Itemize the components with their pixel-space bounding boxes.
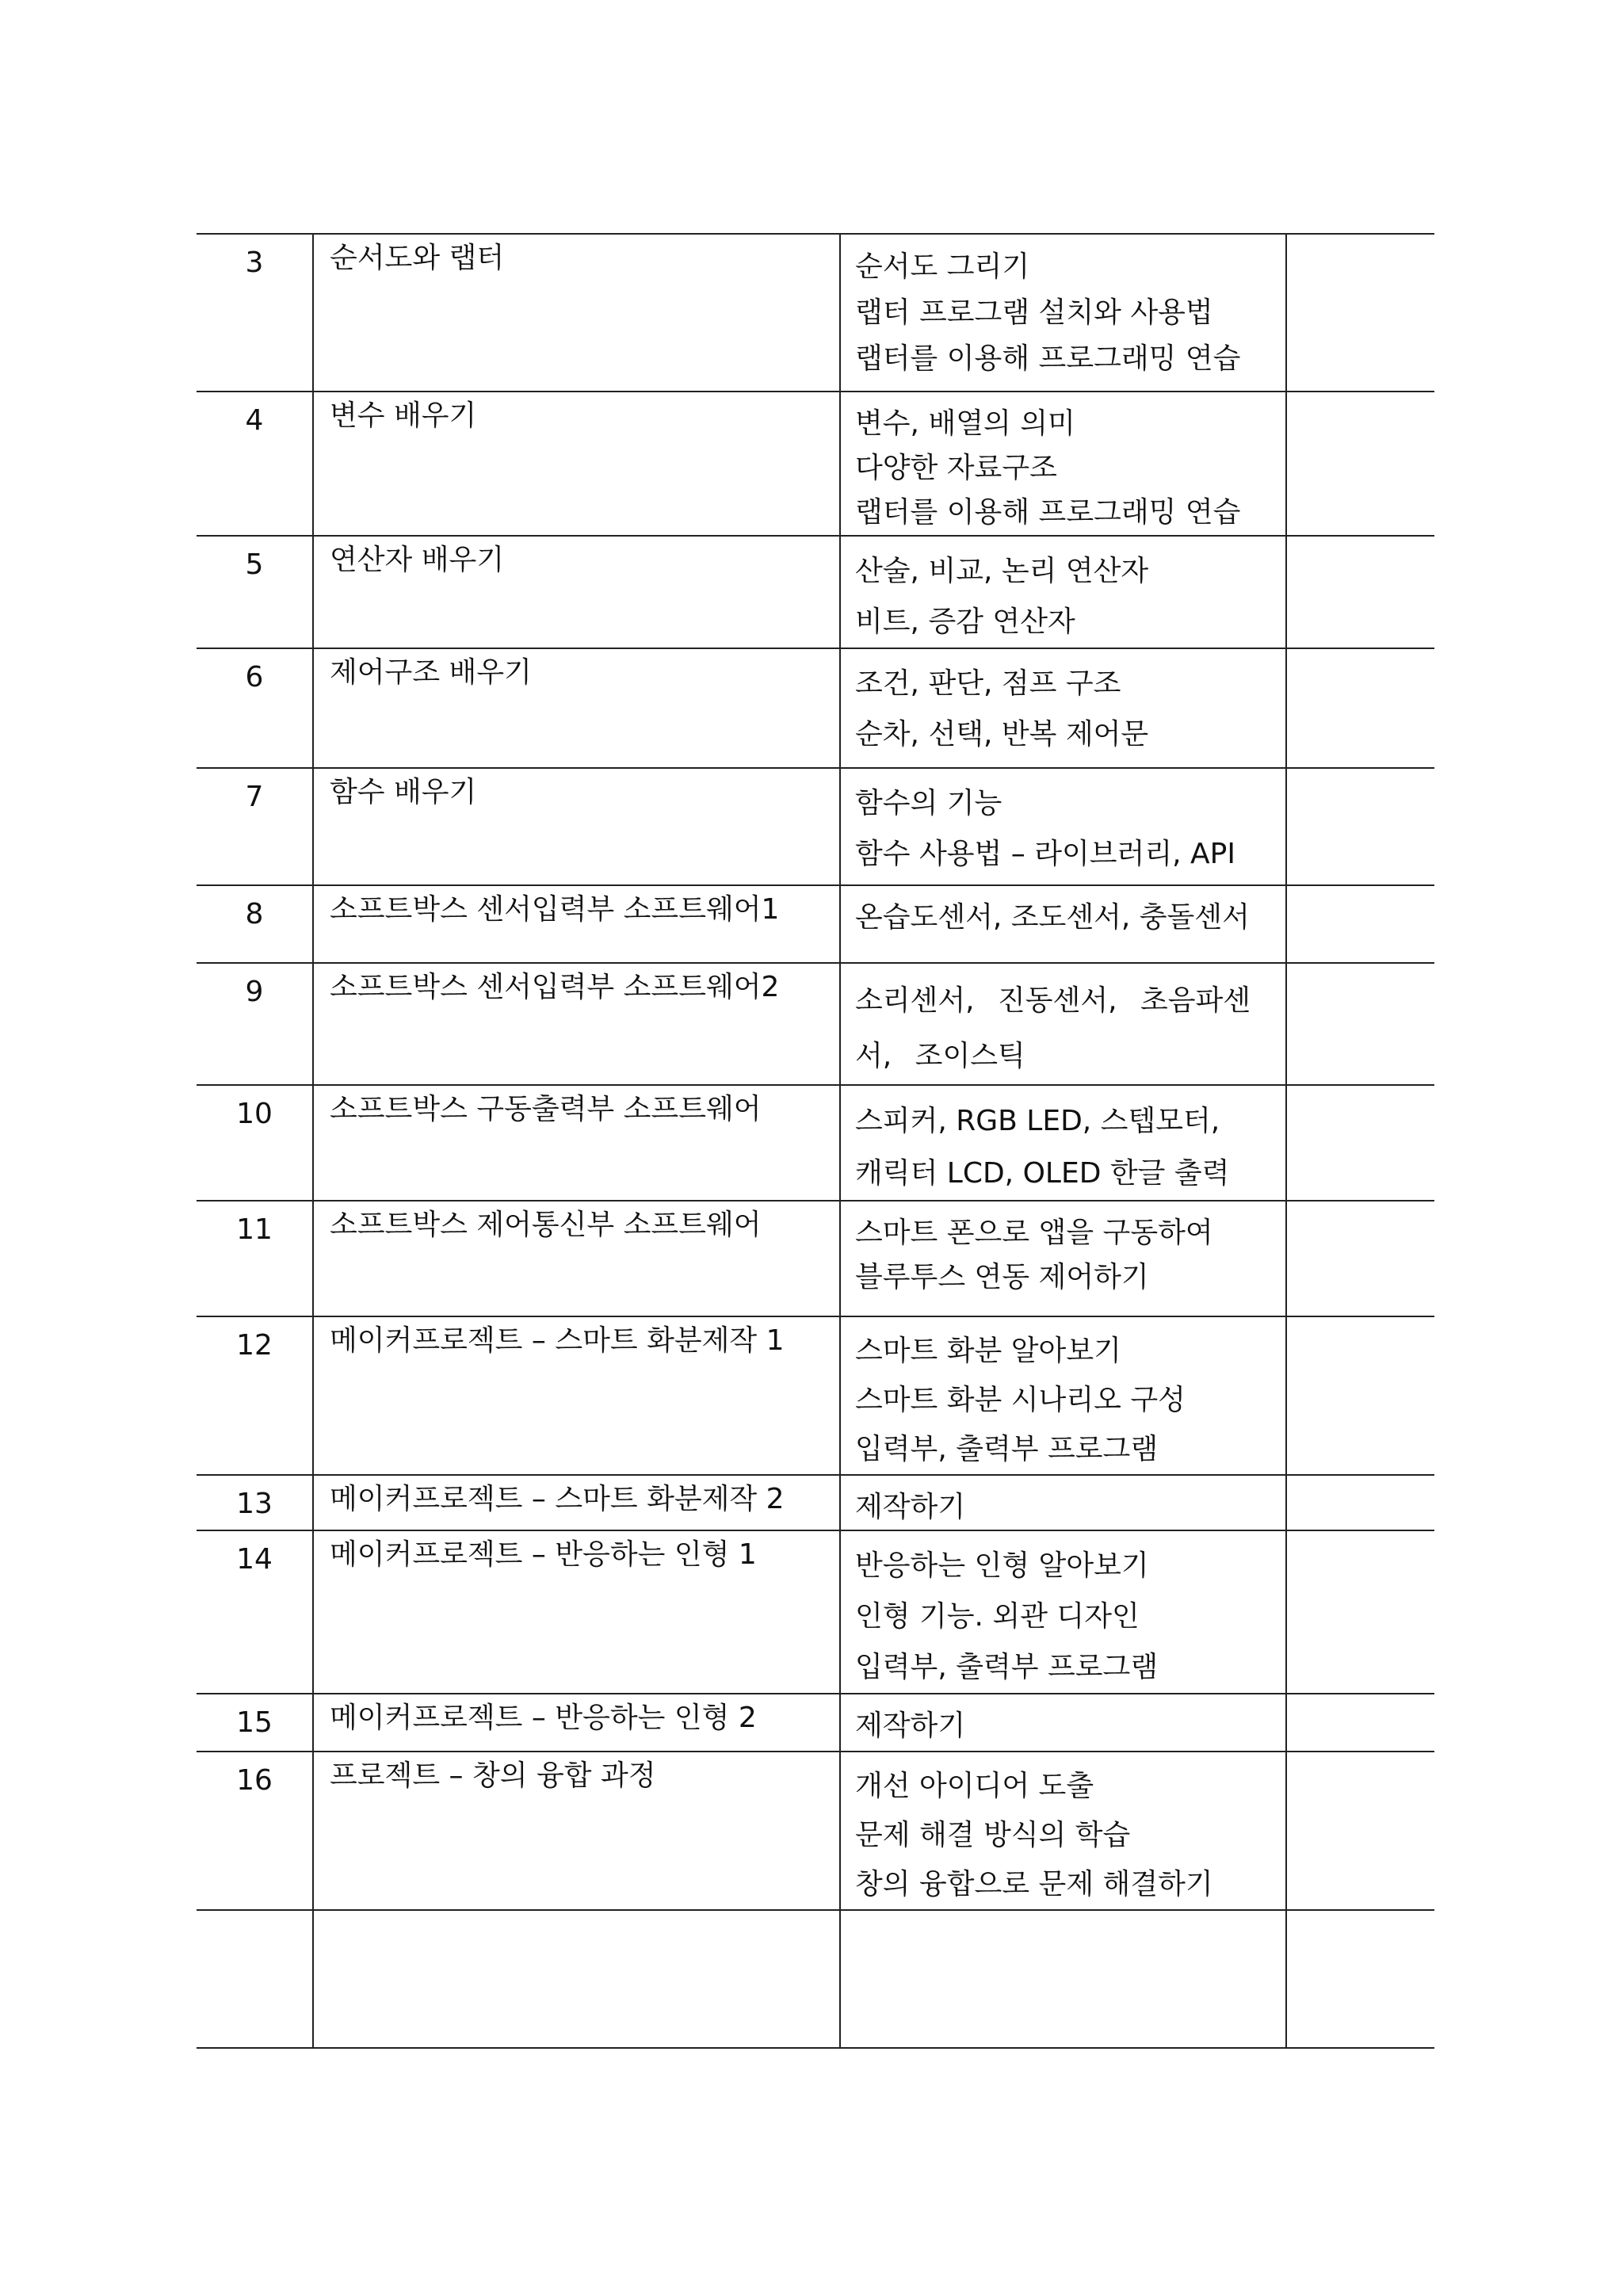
session-number: 8 [197, 885, 313, 963]
content-line: 입력부, 출력부 프로그램 [855, 1433, 1159, 1465]
session-content [840, 1085, 1286, 1201]
session-content [840, 1694, 1286, 1752]
table-row [197, 1752, 1434, 1910]
content-line: 스마트 폰으로 앱을 구동하여 [855, 1217, 1213, 1249]
session-number: 14 [197, 1530, 313, 1694]
session-title: 연산자 배우기 [313, 536, 840, 648]
session-title: 소프트박스 센서입력부 소프트웨어1 [313, 885, 840, 963]
content-line: 제작하기 [855, 1491, 966, 1523]
session-number: 11 [197, 1201, 313, 1316]
session-title: 함수 배우기 [313, 768, 840, 885]
content-line: 순차, 선택, 반복 제어문 [855, 718, 1149, 751]
table-row [197, 1694, 1434, 1752]
session-content [840, 1201, 1286, 1316]
session-note [1286, 885, 1434, 963]
session-note [1286, 1752, 1434, 1910]
session-number [197, 1910, 313, 2048]
content-line: 창의 융합으로 문제 해결하기 [855, 1868, 1213, 1901]
session-title: 소프트박스 센서입력부 소프트웨어2 [313, 963, 840, 1085]
session-note [1286, 1316, 1434, 1475]
content-line: 온습도센서, 조도센서, 충돌센서 [855, 901, 1250, 934]
content-line: 소리센서, 진동센서, 초음파센서, 조이스틱 [855, 984, 1251, 1072]
table-row [197, 963, 1434, 1085]
table-row [197, 1201, 1434, 1316]
content-line: 블루투스 연동 제어하기 [855, 1261, 1149, 1293]
session-title: 메이커프로젝트 – 스마트 화분제작 2 [313, 1475, 840, 1530]
session-number: 7 [197, 768, 313, 885]
content-line: 함수 사용법 – 라이브러리, API [855, 838, 1235, 870]
session-content [840, 1316, 1286, 1475]
session-content [840, 536, 1286, 648]
session-note [1286, 768, 1434, 885]
content-line: 스피커, RGB LED, 스텝모터, [855, 1105, 1220, 1137]
session-number: 5 [197, 536, 313, 648]
table-row [197, 885, 1434, 963]
content-line: 캐릭터 LCD, OLED 한글 출력 [855, 1157, 1230, 1190]
session-content [840, 1910, 1286, 2048]
table-row [197, 1316, 1434, 1475]
table-row [197, 648, 1434, 768]
content-line: 제작하기 [855, 1710, 966, 1742]
session-number: 9 [197, 963, 313, 1085]
session-content [840, 234, 1286, 392]
session-title: 소프트박스 구동출력부 소프트웨어 [313, 1085, 840, 1201]
session-number: 16 [197, 1752, 313, 1910]
session-note [1286, 1530, 1434, 1694]
content-line: 비트, 증감 연산자 [855, 606, 1075, 638]
content-line: 스마트 화분 알아보기 [855, 1335, 1121, 1367]
content-line: 인형 기능. 외관 디자인 [855, 1600, 1140, 1633]
table-row [197, 1475, 1434, 1530]
table-row [197, 234, 1434, 392]
session-note [1286, 1201, 1434, 1316]
content-line: 개선 아이디어 도출 [855, 1770, 1094, 1802]
session-number: 12 [197, 1316, 313, 1475]
session-note [1286, 392, 1434, 536]
session-content [840, 392, 1286, 536]
session-number: 15 [197, 1694, 313, 1752]
content-line: 산술, 비교, 논리 연산자 [855, 555, 1149, 587]
content-line: 랩터 프로그램 설치와 사용법 [855, 296, 1213, 329]
content-line: 랩터를 이용해 프로그래밍 연습 [855, 496, 1241, 529]
session-title: 소프트박스 제어통신부 소프트웨어 [313, 1201, 840, 1316]
session-content [840, 1475, 1286, 1530]
content-line: 다양한 자료구조 [855, 452, 1057, 484]
session-content [840, 963, 1286, 1085]
session-title: 메이커프로젝트 – 반응하는 인형 1 [313, 1530, 840, 1694]
curriculum-table-body [197, 234, 1434, 2048]
session-content [840, 1530, 1286, 1694]
session-note [1286, 1085, 1434, 1201]
table-row [197, 768, 1434, 885]
session-note [1286, 648, 1434, 768]
session-title: 제어구조 배우기 [313, 648, 840, 768]
session-content [840, 768, 1286, 885]
content-line: 입력부, 출력부 프로그램 [855, 1651, 1159, 1683]
session-title: 메이커프로젝트 – 스마트 화분제작 1 [313, 1316, 840, 1475]
session-note [1286, 1910, 1434, 2048]
content-line: 랩터를 이용해 프로그래밍 연습 [855, 342, 1241, 375]
content-line: 함수의 기능 [855, 787, 1002, 819]
session-content [840, 885, 1286, 963]
content-line: 순서도 그리기 [855, 250, 1030, 283]
session-note [1286, 1475, 1434, 1530]
session-number: 6 [197, 648, 313, 768]
table-row [197, 1085, 1434, 1201]
session-title: 순서도와 랩터 [313, 234, 840, 392]
session-note [1286, 234, 1434, 392]
session-note [1286, 536, 1434, 648]
table-row [197, 1530, 1434, 1694]
content-line: 변수, 배열의 의미 [855, 407, 1075, 440]
session-note [1286, 1694, 1434, 1752]
table-row [197, 392, 1434, 536]
session-number: 3 [197, 234, 313, 392]
content-line: 문제 해결 방식의 학습 [855, 1819, 1131, 1851]
content-line: 스마트 화분 시나리오 구성 [855, 1384, 1186, 1416]
session-number: 13 [197, 1475, 313, 1530]
session-note [1286, 963, 1434, 1085]
session-content [840, 1752, 1286, 1910]
curriculum-table [197, 233, 1434, 2049]
content-line: 반응하는 인형 알아보기 [855, 1549, 1149, 1582]
session-number: 4 [197, 392, 313, 536]
content-line: 조건, 판단, 점프 구조 [855, 667, 1121, 700]
table-row [197, 1910, 1434, 2048]
session-title: 메이커프로젝트 – 반응하는 인형 2 [313, 1694, 840, 1752]
session-number: 10 [197, 1085, 313, 1201]
session-title: 프로젝트 – 창의 융합 과정 [313, 1752, 840, 1910]
session-content [840, 648, 1286, 768]
session-title [313, 1910, 840, 2048]
session-title: 변수 배우기 [313, 392, 840, 536]
table-row [197, 536, 1434, 648]
